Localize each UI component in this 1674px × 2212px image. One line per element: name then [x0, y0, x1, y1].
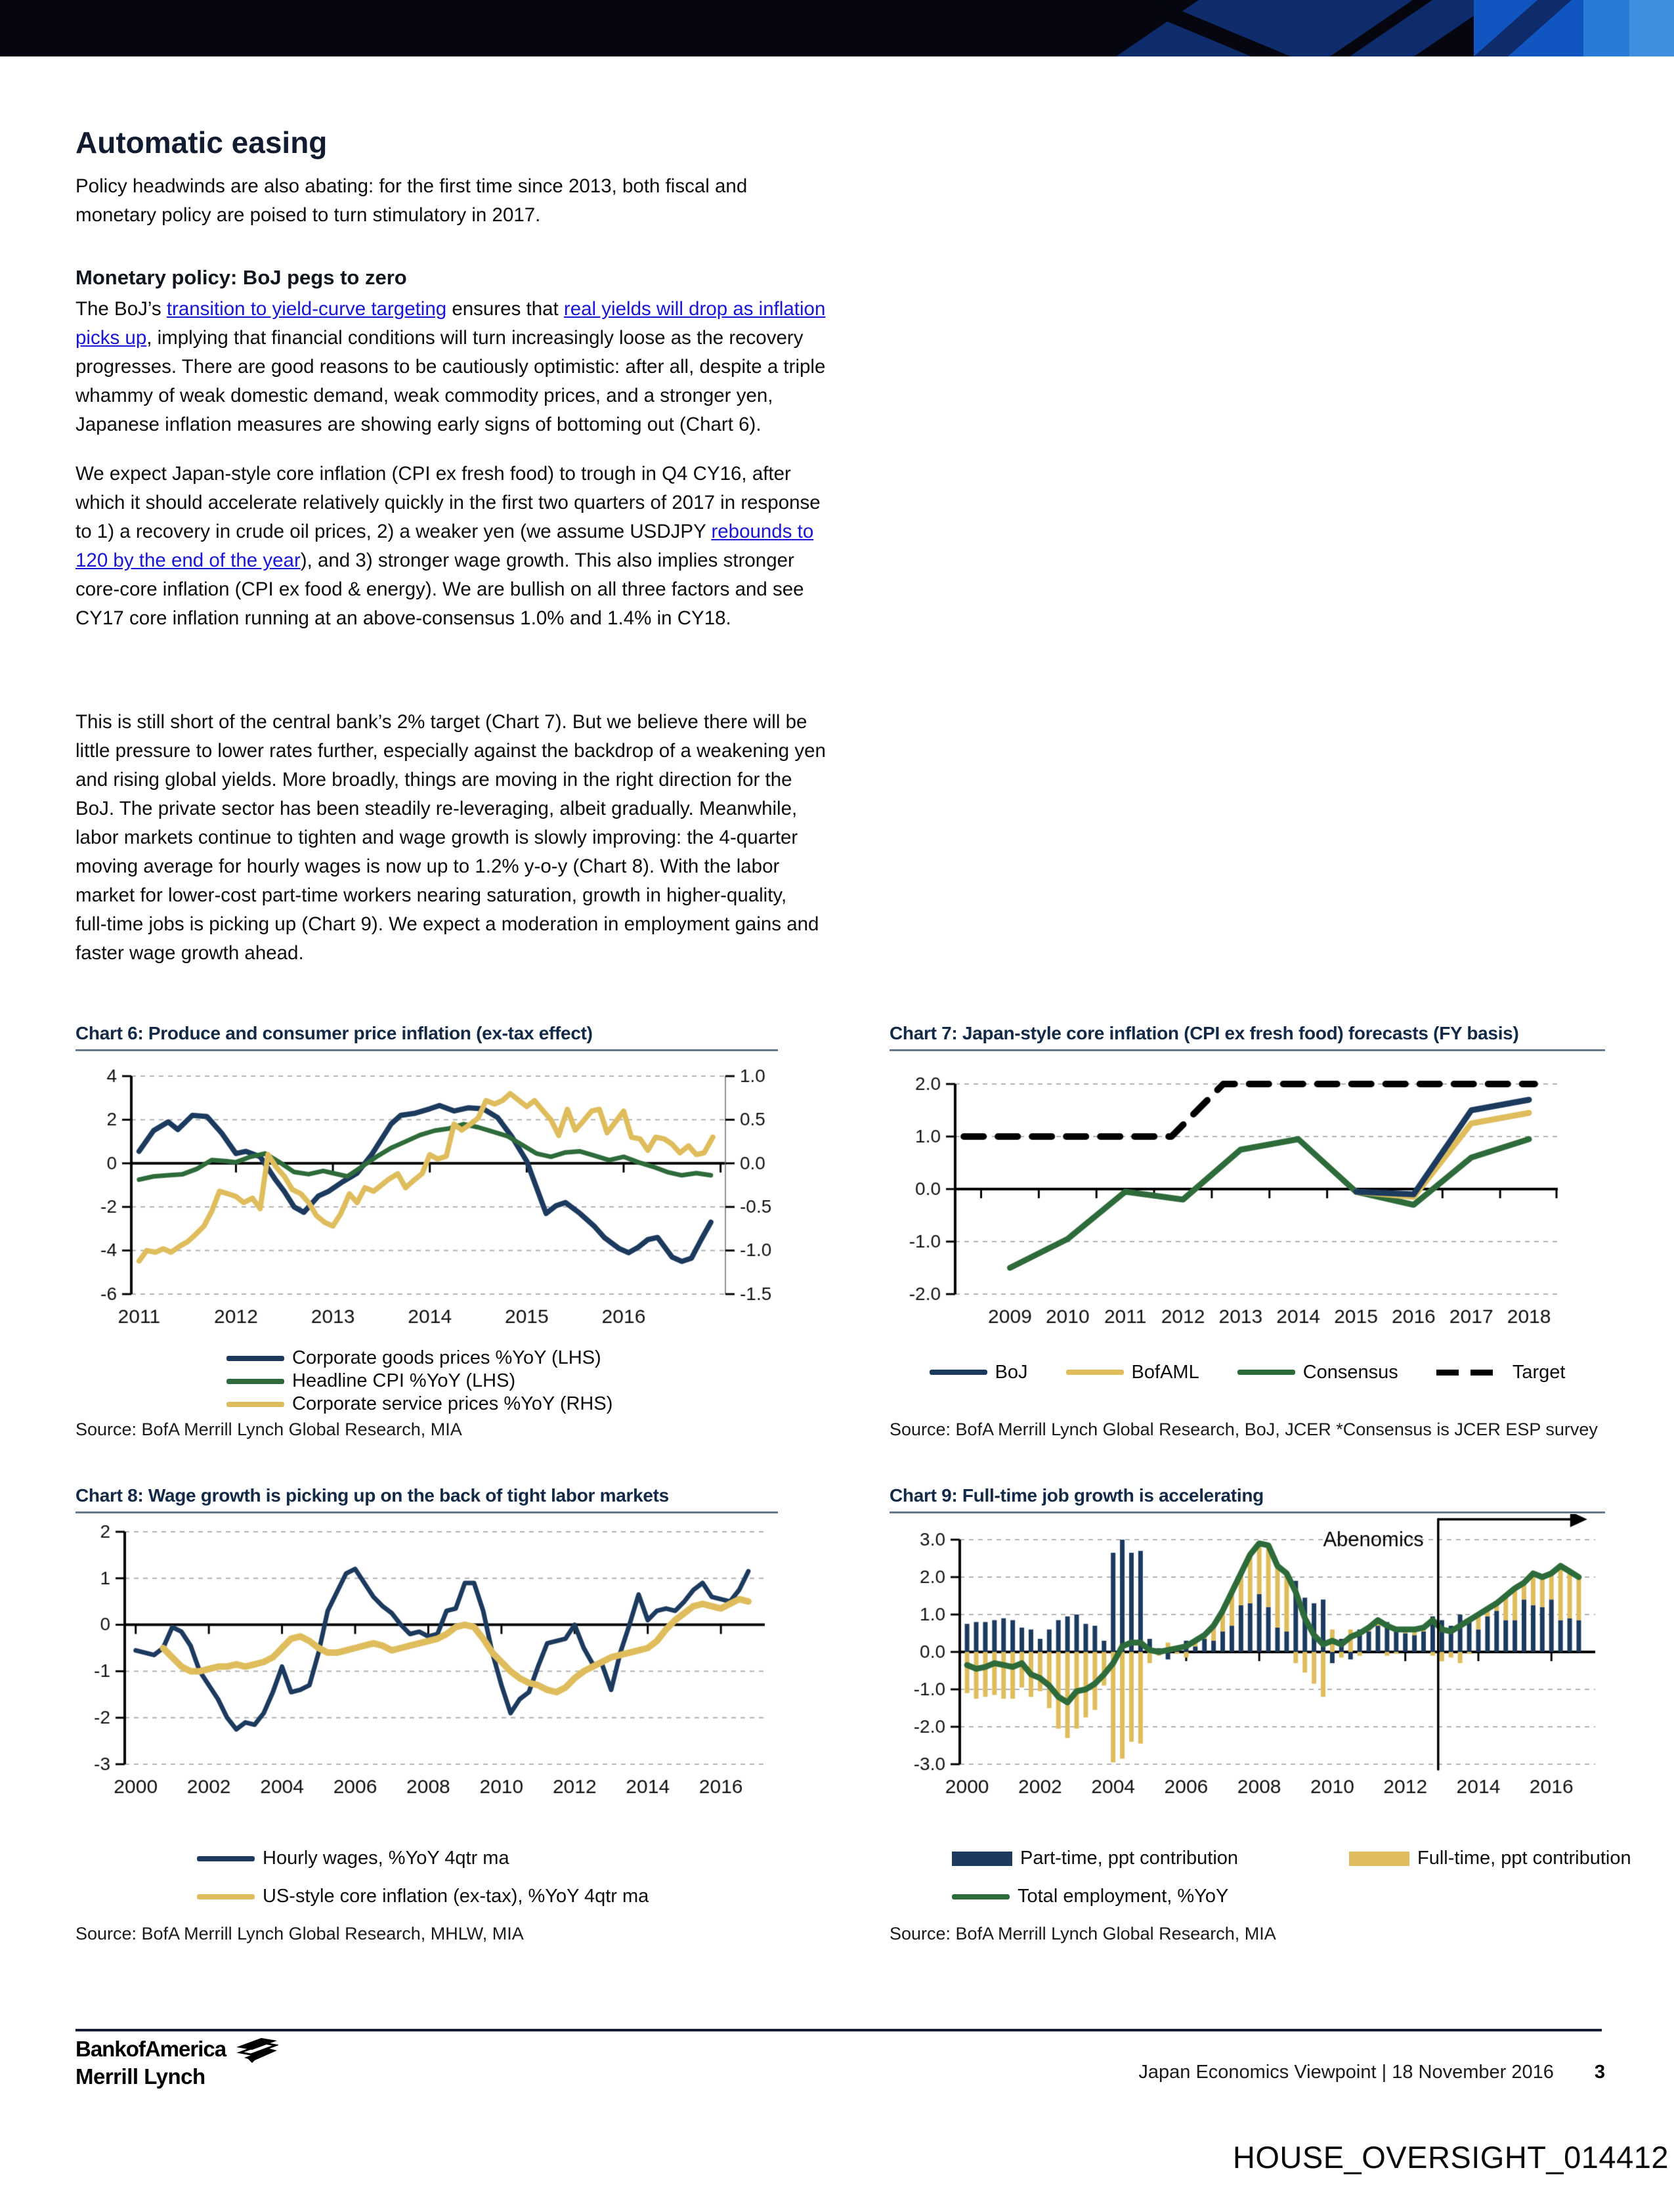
legend-swatch-line: [1237, 1370, 1295, 1375]
text-run: , implying that financial conditions will turn increasingly loose as the recovery: [146, 327, 804, 349]
chart9-title: Chart 9: Full-time job growth is accelerating: [890, 1485, 1264, 1506]
paragraph-boj: [75, 295, 825, 439]
legend-item: [197, 1848, 509, 1869]
chart9-legend: [890, 1848, 1631, 1920]
legend-label: Part-time, ppt contribution: [1020, 1848, 1239, 1869]
chart6-title: Chart 6: Produce and consumer price inflation (ex-tax effect): [75, 1023, 593, 1043]
legend-label: Hourly wages, %YoY 4qtr ma: [263, 1848, 509, 1869]
legend-label: Corporate service prices %YoY (RHS): [292, 1393, 613, 1414]
page-title: Automatic easing: [75, 125, 328, 160]
text-run: Policy headwinds are also abating: for the first time since 2013, both fiscal and: [75, 175, 748, 197]
legend-swatch-rect: [1349, 1852, 1409, 1866]
inline-link[interactable]: transition to yield-curve targeting: [166, 298, 447, 320]
bofa-flag-icon: [235, 2037, 278, 2063]
text-run: to 1) a recovery in crude oil prices, 2) a weaker yen (we assume USDJPY: [75, 521, 712, 542]
chart6-title-rule: [75, 1049, 778, 1051]
legend-swatch-line: [197, 1856, 255, 1861]
inline-link[interactable]: rebounds to: [711, 521, 814, 542]
legend-label: Headline CPI %YoY (LHS): [292, 1370, 516, 1391]
logo-line1: BankofAmerica: [75, 2037, 226, 2061]
text-run: monetary policy are poised to turn stimulatory in 2017.: [75, 204, 541, 226]
text-run: whammy of weak domestic demand, weak commodity prices, and a stronger yen,: [75, 385, 773, 406]
legend-item: [226, 1370, 515, 1392]
chart6-legend: [75, 1347, 778, 1420]
inline-link[interactable]: picks up: [75, 327, 147, 349]
legend-item: [952, 1886, 1228, 1907]
chart7-legend: [890, 1359, 1605, 1385]
text-run: moving average for hourly wages is now up to 1.2% y-o-y (Chart 8). With the labor: [75, 856, 780, 877]
text-run: little pressure to lower rates further, especially against the backdrop of a weakening yen: [75, 740, 826, 762]
legend-item: [930, 1362, 1028, 1383]
chart7-title: Chart 7: Japan-style core inflation (CPI ex fresh food) forecasts (FY basis): [890, 1023, 1519, 1043]
chart8-legend: [75, 1848, 778, 1920]
chart9-source: Source: BofA Merrill Lynch Global Research, MIA: [890, 1924, 1276, 1943]
legend-label: BoJ: [995, 1361, 1028, 1383]
legend-swatch-line: [1066, 1370, 1124, 1375]
text-run: ensures that: [446, 298, 564, 320]
logo-line2: Merrill Lynch: [75, 2064, 205, 2089]
chart9-block: [890, 1485, 1631, 1955]
text-run: The BoJ’s: [75, 298, 167, 320]
legend-swatch-line: [930, 1370, 987, 1375]
text-run: Japanese inflation measures are showing early signs of bottoming out (Chart 6).: [75, 414, 762, 435]
text-run: core-core inflation (CPI ex food & energy). We are bullish on all three factors and see: [75, 578, 804, 600]
chart8-plot: [75, 1514, 778, 1799]
text-run: ), and 3) stronger wage growth. This also implies stronger: [300, 550, 794, 571]
section-heading-monetary-policy: Monetary policy: BoJ pegs to zero: [75, 266, 407, 289]
legend-label: Target: [1512, 1361, 1566, 1383]
inline-link[interactable]: 120 by the end of the year: [75, 550, 301, 571]
legend-swatch-line: [226, 1356, 284, 1361]
header-flagscape: [0, 0, 1674, 56]
legend-item: [197, 1886, 649, 1907]
footer-text: [890, 2062, 1605, 2083]
footer-page-number: 3: [1594, 2062, 1605, 2083]
legend-label: US-style core inflation (ex-tax), %YoY 4qtr ma: [263, 1886, 649, 1907]
chart8-block: [75, 1485, 778, 1955]
paragraph-intro: [75, 172, 747, 230]
legend-item: [1349, 1848, 1631, 1869]
text-run: progresses. There are good reasons to be cautiously optimistic: after all, despite a triple: [75, 356, 826, 378]
chart7-source: Source: BofA Merrill Lynch Global Research, BoJ, JCER *Consensus is JCER ESP survey: [890, 1420, 1598, 1439]
footer-report-name: Japan Economics Viewpoint | 18 November 2016: [1138, 2062, 1554, 2083]
legend-label: Consensus: [1302, 1361, 1398, 1383]
chart7-title-rule: [890, 1049, 1605, 1051]
legend-swatch-rect: [952, 1852, 1012, 1866]
legend-item: [1066, 1362, 1199, 1383]
chart8-title: Chart 8: Wage growth is picking up on the back of tight labor markets: [75, 1485, 669, 1506]
footer-rule: [75, 2029, 1602, 2031]
legend-item: [226, 1347, 601, 1369]
legend-label: Total employment, %YoY: [1018, 1886, 1229, 1907]
text-run: BoJ. The private sector has been steadily re-leveraging, albeit gradually. Meanwhile,: [75, 798, 798, 819]
header-banner: [0, 0, 1674, 56]
chart6-source: Source: BofA Merrill Lynch Global Research, MIA: [75, 1420, 462, 1439]
legend-label: Full-time, ppt contribution: [1417, 1848, 1631, 1869]
chart8-title-rule: [75, 1511, 778, 1513]
text-run: CY17 core inflation running at an above-consensus 1.0% and 1.4% in CY18.: [75, 607, 731, 629]
text-run: and rising global yields. More broadly, things are moving in the right direction for the: [75, 769, 792, 791]
oversight-watermark: HOUSE_OVERSIGHT_014412: [1232, 2140, 1669, 2175]
text-run: which it should accelerate relatively quickly in the first two quarters of 2017 in response: [75, 492, 821, 513]
legend-label: Corporate goods prices %YoY (LHS): [292, 1347, 601, 1368]
legend-item: [952, 1848, 1238, 1869]
legend-item: [1436, 1362, 1566, 1383]
legend-swatch-line: [226, 1379, 284, 1384]
text-run: faster wage growth ahead.: [75, 942, 304, 964]
chart7-plot: [890, 1052, 1605, 1334]
text-run: labor markets continue to tighten and wage growth is slowly improving: the 4-quarter: [75, 827, 798, 848]
inline-link[interactable]: real yields will drop as inflation: [563, 298, 826, 320]
bofa-ml-logo: [75, 2037, 278, 2089]
legend-label: BofAML: [1131, 1361, 1199, 1383]
chart6-block: [75, 1023, 778, 1456]
legend-swatch-line: [952, 1894, 1010, 1899]
text-run: This is still short of the central bank’s 2% target (Chart 7). But we believe there will be: [75, 711, 807, 733]
paragraph-core-inflation: [75, 460, 821, 633]
chart6-plot: [75, 1052, 778, 1334]
legend-item: [1237, 1362, 1398, 1383]
legend-swatch-line: [226, 1402, 284, 1407]
chart9-title-rule: [890, 1511, 1605, 1513]
legend-swatch-dash: [1436, 1370, 1505, 1376]
chart7-block: [890, 1023, 1605, 1456]
legend-item: [226, 1393, 612, 1415]
text-run: full-time jobs is picking up (Chart 9). We expect a moderation in employment gains and: [75, 913, 819, 935]
legend-swatch-line: [197, 1894, 255, 1899]
chart8-source: Source: BofA Merrill Lynch Global Research, MHLW, MIA: [75, 1924, 524, 1943]
text-run: market for lower-cost part-time workers nearing saturation, growth in higher-quality,: [75, 884, 787, 906]
paragraph-target: [75, 708, 826, 968]
text-run: We expect Japan-style core inflation (CPI ex fresh food) to trough in Q4 CY16, after: [75, 463, 791, 485]
chart9-plot: [890, 1514, 1605, 1799]
